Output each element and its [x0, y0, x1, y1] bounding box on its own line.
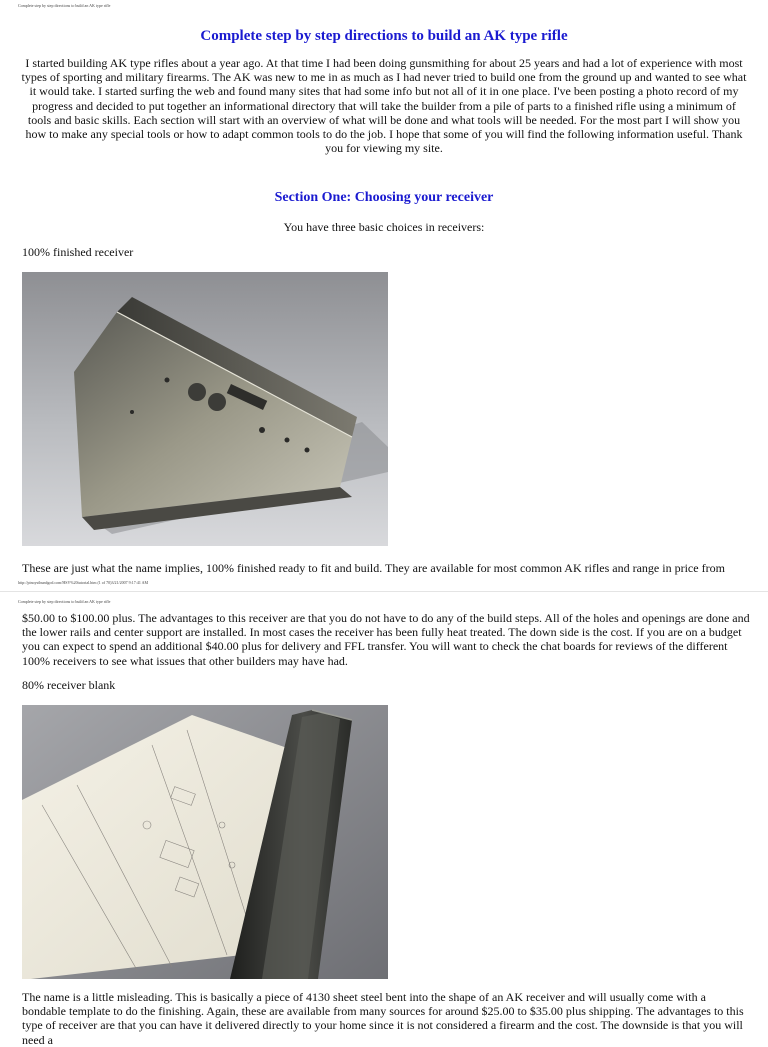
finished-receiver-description-continued: $50.00 to $100.00 plus. The advantages to this receiver are that you do not have to do any of the build steps. All of the holes and openings are done and the lower rails and center support are installed. In most cases the receiver has been fully heat treated. The down side is the cost. If you are on a budget you can expect to spend an additional $40.00 plus for delivery and FFL transfer. You will want to check the chat boards for reviews of the different 100% receivers to see what issues that other builders may have had. — [22, 611, 750, 668]
intro-paragraph: I started building AK type rifles about a year ago. At that time I had been doing gunsmithing for about 25 years and had a lot of experience with most types of sporting and military firearms. The AK was new to me in as much as I had never tried to build one from the ground up and wanted to see what it would take. I started surfing the web and found many sites that had some info but not all of it in one place. I've been posting a photo record of my progress and decided to put together an informational directory that will take the builder from a pile of parts to a finished rifle using a minimum of tools and basic skills. Each section will start with an overview of what will be done and what tools will be needed. For the most part I will show you how to make any special tools or how to adapt common tools to do the job. I hope that some of you will find the following information useful. Thank you for viewing my site. — [21, 56, 747, 156]
item-label-receiver-blank: 80% receiver blank — [22, 678, 116, 692]
page-separator — [0, 591, 768, 592]
item-label-finished-receiver: 100% finished receiver — [22, 245, 134, 259]
receiver-image — [22, 272, 388, 546]
finished-receiver-photo — [22, 272, 388, 546]
page-footer-url: http://pinoysthundgod.com/HSV%20tutorial.htm (1 of 70)3/21/2007 9:17:41 AM — [18, 580, 149, 585]
page-header: Complete step by step directions to build an AK type rifle — [18, 599, 111, 604]
blank-image — [22, 705, 388, 979]
page-title: Complete step by step directions to build an AK type rifle — [200, 28, 568, 44]
receiver-blank-description: The name is a little misleading. This is basically a piece of 4130 sheet steel bent into the shape of an AK receiver and will usually come with a bondable template to do the finishing. Again, these are available from many sources for around $25.00 to $35.00 plus shipping. The advantages to this type of receiver are that you can have it delivered directly to your home since it is not considered a firearm and the cost. The downside is that you will need a — [22, 990, 744, 1047]
section-title: Section One: Choosing your receiver — [274, 190, 494, 205]
page-header: Complete step by step directions to build an AK type rifle — [18, 3, 111, 8]
choices-intro: You have three basic choices in receivers: — [283, 220, 485, 234]
finished-receiver-description-start: These are just what the name implies, 100% finished ready to fit and build. They are available for most common AK rifles and range in price from — [22, 561, 725, 575]
receiver-blank-photo — [22, 705, 388, 979]
